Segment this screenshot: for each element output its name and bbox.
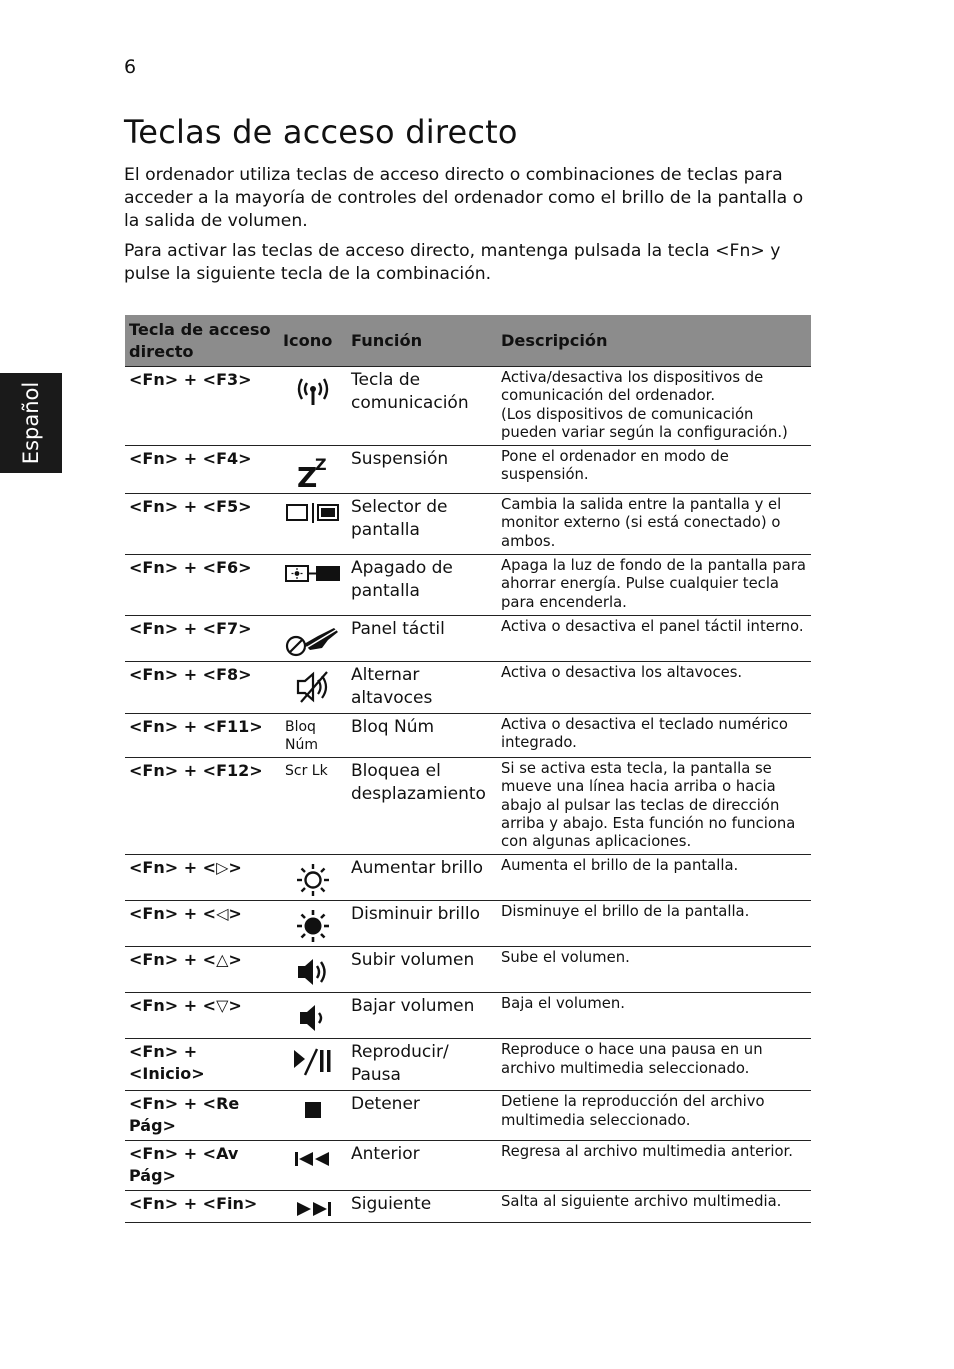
side-tab-label: Español [19,381,43,465]
table-row [125,855,811,901]
display-toggle-icon [283,502,343,524]
function-name: Alternar altavoces [347,661,497,713]
function-name: Selector de pantalla [347,494,497,555]
table-row [125,1039,811,1091]
volume-down-icon [283,1001,343,1035]
hotkey-combination: <Fn> + <F5> [125,494,279,555]
language-side-tab [0,373,62,473]
sleep-icon [283,454,343,490]
function-name: Apagado de pantalla [347,555,497,616]
function-description: Activa/desactiva los dispositivos de comunicación del ordenador. (Los dispositivos de comunicación pueden variar según la configuración.) [497,367,811,446]
function-description: Si se activa esta tecla, la pantalla se mueve una línea hacia arriba o hacia abajo al pulsar las teclas de dirección arriba y abajo. Esta función no funciona con algunas aplicaciones. [497,757,811,854]
icon-cell [279,446,347,494]
icon-cell [279,901,347,947]
table-row [125,661,811,713]
touchpad-toggle-icon [283,624,343,658]
icon-cell [279,713,347,757]
header-key: Tecla de acceso directo [125,315,279,367]
icon-cell [279,757,347,854]
hotkey-combination: <Fn> + <F3> [125,367,279,446]
hotkey-combination: <Fn> + <▽> [125,993,279,1039]
display-off-icon [283,563,343,585]
function-name: Suspensión [347,446,497,494]
instruction-paragraph: Para activar las teclas de acceso directo, mantenga pulsada la tecla <Fn> y pulse la siguiente tecla de la combinación. [124,241,781,284]
hotkey-table [125,315,811,1223]
icon-cell [279,1039,347,1091]
function-description: Sube el volumen. [497,947,811,993]
function-description: Detiene la reproducción del archivo multimedia seleccionado. [497,1091,811,1141]
next-track-icon [283,1199,343,1219]
function-name: Subir volumen [347,947,497,993]
svg-text:Z: Z [297,461,318,491]
stop-icon [283,1099,343,1121]
table-row [125,947,811,993]
table-row [125,993,811,1039]
hotkey-combination: <Fn> + <F12> [125,757,279,854]
table-row [125,367,811,446]
header-icon: Icono [279,315,347,367]
hotkey-combination: <Fn> + <◁> [125,901,279,947]
function-description: Disminuye el brillo de la pantalla. [497,901,811,947]
hotkey-combination: <Fn> + <F11> [125,713,279,757]
brightness-down-icon [283,909,343,943]
icon-cell [279,855,347,901]
hotkey-combination: <Fn> + <F6> [125,555,279,616]
table-row [125,615,811,661]
hotkey-combination: <Fn> + <F4> [125,446,279,494]
icon-label: Bloq Núm [285,718,318,753]
function-description: Activa o desactiva el teclado numérico integrado. [497,713,811,757]
table-row [125,901,811,947]
icon-cell [279,947,347,993]
icon-cell [279,661,347,713]
icon-cell [279,367,347,446]
table-row [125,713,811,757]
table-row [125,757,811,854]
function-description: Apaga la luz de fondo de la pantalla para ahorrar energía. Pulse cualquier tecla para encenderla. [497,555,811,616]
function-description: Pone el ordenador en modo de suspensión. [497,446,811,494]
table-row [125,494,811,555]
brightness-up-icon [283,863,343,897]
function-name: Bloquea el desplazamiento [347,757,497,854]
header-description: Descripción [497,315,811,367]
table-row [125,446,811,494]
page-title: Teclas de acceso directo [124,113,518,151]
function-description: Reproduce o hace una pausa en un archivo multimedia seleccionado. [497,1039,811,1091]
function-description: Salta al siguiente archivo multimedia. [497,1191,811,1223]
function-description: Regresa al archivo multimedia anterior. [497,1141,811,1191]
icon-label: Scr Lk [285,762,328,779]
hotkey-combination: <Fn> + <Re Pág> [125,1091,279,1141]
icon-cell [279,555,347,616]
table-row [125,1141,811,1191]
play-pause-icon [283,1047,343,1077]
volume-up-icon [283,955,343,989]
hotkey-combination: <Fn> + <▷> [125,855,279,901]
icon-cell [279,993,347,1039]
function-description: Aumenta el brillo de la pantalla. [497,855,811,901]
function-name: Siguiente [347,1191,497,1223]
hotkey-combination: <Fn> + <F8> [125,661,279,713]
icon-cell [279,1141,347,1191]
intro-paragraph: El ordenador utiliza teclas de acceso directo o combinaciones de teclas para acceder a la mayoría de controles del ordenador como el brillo de la pantalla o la salida de volumen. [124,165,804,231]
function-name: Tecla de comunicación [347,367,497,446]
table-row [125,555,811,616]
hotkey-combination: <Fn> + <F7> [125,615,279,661]
wireless-icon [283,375,343,409]
function-name: Reproducir/ Pausa [347,1039,497,1091]
svg-text:Z: Z [315,455,327,475]
table-row [125,1191,811,1223]
function-name: Bajar volumen [347,993,497,1039]
function-description: Activa o desactiva los altavoces. [497,661,811,713]
hotkey-combination: <Fn> + <Fin> [125,1191,279,1223]
function-description: Activa o desactiva el panel táctil interno. [497,615,811,661]
function-name: Aumentar brillo [347,855,497,901]
hotkey-combination: <Fn> + <Inicio> [125,1039,279,1091]
function-description: Baja el volumen. [497,993,811,1039]
speaker-toggle-icon [283,670,343,704]
icon-cell [279,1191,347,1223]
icon-cell [279,494,347,555]
previous-track-icon [283,1149,343,1169]
table-row [125,1091,811,1141]
hotkey-combination: <Fn> + <△> [125,947,279,993]
function-description: Cambia la salida entre la pantalla y el monitor externo (si está conectado) o ambos. [497,494,811,555]
header-function: Función [347,315,497,367]
function-name: Detener [347,1091,497,1141]
function-name: Panel táctil [347,615,497,661]
function-name: Disminuir brillo [347,901,497,947]
function-name: Anterior [347,1141,497,1191]
function-name: Bloq Núm [347,713,497,757]
icon-cell [279,1091,347,1141]
icon-cell [279,615,347,661]
table-header-row [125,315,811,367]
page-number: 6 [124,56,137,78]
hotkey-combination: <Fn> + <Av Pág> [125,1141,279,1191]
